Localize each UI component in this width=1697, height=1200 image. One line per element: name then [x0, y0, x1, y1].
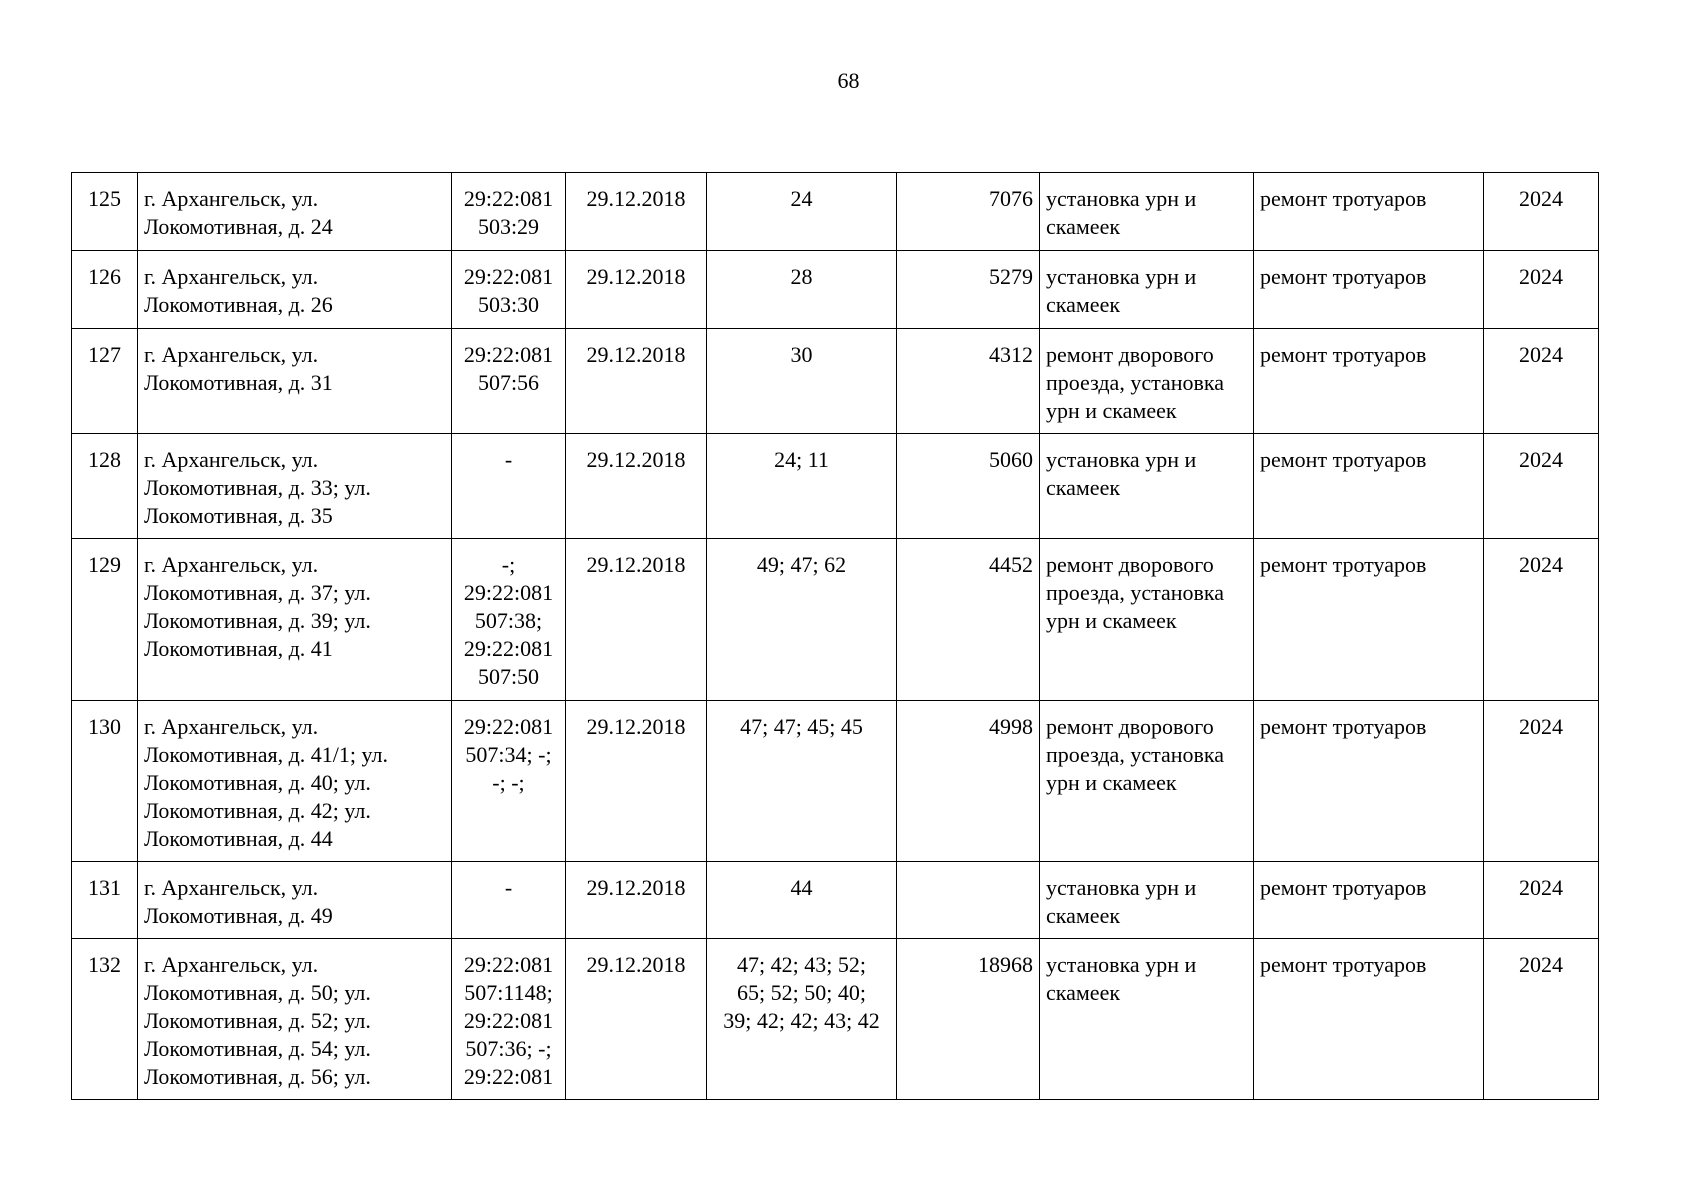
table-row: [72, 939, 1599, 1100]
works-cell-line: скамеек: [1046, 292, 1121, 317]
address-cell-line: г. Архангельск, ул.: [144, 342, 319, 367]
works-cell-line: скамеек: [1046, 903, 1121, 928]
apartments-cell: [707, 173, 897, 251]
area-cell: 4312: [897, 329, 1040, 434]
address-cell-line: г. Архангельск, ул.: [144, 447, 319, 472]
row-number-cell: 131: [72, 862, 138, 939]
works-cell: [1040, 329, 1254, 434]
cadastral-number-cell-line: 29:22:081: [463, 342, 554, 367]
cadastral-number-cell-line: -: [504, 447, 513, 472]
address-cell: [138, 701, 452, 862]
table-row: [72, 329, 1599, 434]
apartments-cell-line: 30: [790, 342, 813, 367]
apartments-cell-line: 24; 11: [774, 447, 829, 472]
address-cell: [138, 434, 452, 539]
works-cell: [1040, 701, 1254, 862]
cadastral-number-cell: [452, 939, 566, 1100]
works-cell: [1040, 251, 1254, 329]
works-cell-line: ремонт дворового: [1046, 714, 1214, 739]
cadastral-number-cell-line: 29:22:081: [463, 264, 554, 289]
cadastral-number-cell: [452, 173, 566, 251]
year-cell: 2024: [1484, 329, 1599, 434]
apartments-cell: [707, 251, 897, 329]
date-cell: 29.12.2018: [566, 329, 707, 434]
address-cell-line: г. Архангельск, ул.: [144, 264, 319, 289]
cadastral-number-cell-line: 507:50: [477, 664, 540, 689]
area-cell: 7076: [897, 173, 1040, 251]
row-number-cell: 132: [72, 939, 138, 1100]
apartments-cell-line: 44: [790, 875, 813, 900]
works-cell-line: скамеек: [1046, 980, 1121, 1005]
additional-works-cell: ремонт тротуаров: [1254, 251, 1484, 329]
address-cell-line: Локомотивная, д. 42; ул.: [144, 798, 371, 823]
works-cell-line: установка урн и: [1046, 447, 1197, 472]
address-cell-line: Локомотивная, д. 39; ул.: [144, 608, 371, 633]
address-cell-line: Локомотивная, д. 33; ул.: [144, 475, 371, 500]
additional-works-cell: ремонт тротуаров: [1254, 862, 1484, 939]
row-number-cell: 127: [72, 329, 138, 434]
cadastral-number-cell: [452, 329, 566, 434]
works-cell-line: ремонт дворового: [1046, 552, 1214, 577]
address-cell-line: Локомотивная, д. 37; ул.: [144, 580, 371, 605]
row-number-cell: 125: [72, 173, 138, 251]
cadastral-number-cell: [452, 539, 566, 701]
cadastral-number-cell-line: 507:56: [477, 370, 540, 395]
area-cell: 4998: [897, 701, 1040, 862]
date-cell: 29.12.2018: [566, 701, 707, 862]
address-cell-line: Локомотивная, д. 24: [144, 214, 333, 239]
cadastral-number-cell-line: 507:34; -;: [465, 742, 552, 767]
apartments-cell: [707, 862, 897, 939]
address-cell-line: Локомотивная, д. 54; ул.: [144, 1036, 371, 1061]
row-number-cell: 126: [72, 251, 138, 329]
table-row: [72, 173, 1599, 251]
year-cell: 2024: [1484, 539, 1599, 701]
table-row: [72, 539, 1599, 701]
cadastral-number-cell-line: -: [504, 875, 513, 900]
additional-works-cell: ремонт тротуаров: [1254, 701, 1484, 862]
year-cell: 2024: [1484, 939, 1599, 1100]
additional-works-cell: ремонт тротуаров: [1254, 434, 1484, 539]
cadastral-number-cell-line: 29:22:081: [463, 636, 554, 661]
cadastral-number-cell-line: 507:38;: [474, 608, 543, 633]
works-cell-line: скамеек: [1046, 475, 1121, 500]
cadastral-number-cell: [452, 434, 566, 539]
apartments-cell: [707, 434, 897, 539]
page-number: 68: [837, 68, 860, 93]
cadastral-number-cell-line: -; -;: [492, 770, 525, 795]
address-cell-line: Локомотивная, д. 26: [144, 292, 333, 317]
date-cell: 29.12.2018: [566, 539, 707, 701]
address-cell: [138, 539, 452, 701]
apartments-cell-line: 49; 47; 62: [756, 552, 847, 577]
additional-works-cell: ремонт тротуаров: [1254, 939, 1484, 1100]
date-cell: 29.12.2018: [566, 939, 707, 1100]
date-cell: 29.12.2018: [566, 251, 707, 329]
address-cell-line: г. Архангельск, ул.: [144, 186, 319, 211]
address-cell: [138, 173, 452, 251]
registry-table: [71, 172, 1599, 1100]
additional-works-cell: ремонт тротуаров: [1254, 539, 1484, 701]
works-cell-line: проезда, установка: [1046, 370, 1225, 395]
year-cell: 2024: [1484, 862, 1599, 939]
area-cell: 5279: [897, 251, 1040, 329]
cadastral-number-cell-line: 29:22:081: [463, 1064, 554, 1089]
area-cell: 18968: [897, 939, 1040, 1100]
address-cell-line: г. Архангельск, ул.: [144, 552, 319, 577]
area-cell: 5060: [897, 434, 1040, 539]
apartments-cell-line: 39; 42; 42; 43; 42: [723, 1008, 880, 1033]
address-cell-line: Локомотивная, д. 52; ул.: [144, 1008, 371, 1033]
cadastral-number-cell: [452, 701, 566, 862]
area-cell: 4452: [897, 539, 1040, 701]
year-cell: 2024: [1484, 173, 1599, 251]
works-cell-line: установка урн и: [1046, 186, 1197, 211]
works-cell-line: урн и скамеек: [1046, 398, 1177, 423]
address-cell-line: Локомотивная, д. 56; ул.: [144, 1064, 371, 1089]
address-cell: [138, 939, 452, 1100]
cadastral-number-cell: [452, 251, 566, 329]
table-row: [72, 434, 1599, 539]
apartments-cell: [707, 539, 897, 701]
table-row: [72, 862, 1599, 939]
row-number-cell: 128: [72, 434, 138, 539]
apartments-cell-line: 47; 42; 43; 52;: [737, 952, 866, 977]
row-number-cell: 130: [72, 701, 138, 862]
address-cell-line: Локомотивная, д. 31: [144, 370, 333, 395]
cadastral-number-cell-line: 503:29: [477, 214, 540, 239]
address-cell-line: Локомотивная, д. 40; ул.: [144, 770, 371, 795]
address-cell-line: Локомотивная, д. 41/1; ул.: [144, 742, 389, 767]
works-cell-line: проезда, установка: [1046, 580, 1225, 605]
works-cell-line: установка урн и: [1046, 875, 1197, 900]
works-cell: [1040, 939, 1254, 1100]
year-cell: 2024: [1484, 251, 1599, 329]
cadastral-number-cell-line: 29:22:081: [463, 186, 554, 211]
works-cell-line: установка урн и: [1046, 952, 1197, 977]
address-cell: [138, 862, 452, 939]
works-cell-line: ремонт дворового: [1046, 342, 1214, 367]
date-cell: 29.12.2018: [566, 862, 707, 939]
table-row: [72, 251, 1599, 329]
address-cell-line: Локомотивная, д. 41: [144, 636, 333, 661]
date-cell: 29.12.2018: [566, 173, 707, 251]
apartments-cell: [707, 939, 897, 1100]
apartments-cell-line: 28: [790, 264, 813, 289]
works-cell: [1040, 862, 1254, 939]
address-cell: [138, 251, 452, 329]
apartments-cell-line: 24: [790, 186, 813, 211]
row-number-cell: 129: [72, 539, 138, 701]
address-cell-line: г. Архангельск, ул.: [144, 714, 319, 739]
cadastral-number-cell-line: 507:1148;: [464, 980, 553, 1005]
address-cell-line: Локомотивная, д. 35: [144, 503, 333, 528]
works-cell-line: проезда, установка: [1046, 742, 1225, 767]
works-cell: [1040, 539, 1254, 701]
year-cell: 2024: [1484, 701, 1599, 862]
year-cell: 2024: [1484, 434, 1599, 539]
cadastral-number-cell-line: 29:22:081: [463, 714, 554, 739]
address-cell-line: г. Архангельск, ул.: [144, 952, 319, 977]
cadastral-number-cell-line: 503:30: [477, 292, 540, 317]
apartments-cell: [707, 329, 897, 434]
cadastral-number-cell-line: 507:36; -;: [465, 1036, 552, 1061]
additional-works-cell: ремонт тротуаров: [1254, 173, 1484, 251]
cadastral-number-cell-line: 29:22:081: [463, 952, 554, 977]
cadastral-number-cell-line: -;: [501, 552, 516, 577]
works-cell: [1040, 173, 1254, 251]
works-cell-line: установка урн и: [1046, 264, 1197, 289]
works-cell-line: скамеек: [1046, 214, 1121, 239]
apartments-cell-line: 65; 52; 50; 40;: [737, 980, 866, 1005]
apartments-cell-line: 47; 47; 45; 45: [740, 714, 863, 739]
address-cell-line: Локомотивная, д. 50; ул.: [144, 980, 371, 1005]
area-cell: [897, 862, 1040, 939]
table-row: [72, 701, 1599, 862]
cadastral-number-cell-line: 29:22:081: [463, 1008, 554, 1033]
address-cell-line: Локомотивная, д. 44: [144, 826, 333, 851]
address-cell-line: Локомотивная, д. 49: [144, 903, 333, 928]
cadastral-number-cell-line: 29:22:081: [463, 580, 554, 605]
works-cell: [1040, 434, 1254, 539]
apartments-cell: [707, 701, 897, 862]
additional-works-cell: ремонт тротуаров: [1254, 329, 1484, 434]
works-cell-line: урн и скамеек: [1046, 608, 1177, 633]
address-cell: [138, 329, 452, 434]
works-cell-line: урн и скамеек: [1046, 770, 1177, 795]
date-cell: 29.12.2018: [566, 434, 707, 539]
address-cell-line: г. Архангельск, ул.: [144, 875, 319, 900]
cadastral-number-cell: [452, 862, 566, 939]
